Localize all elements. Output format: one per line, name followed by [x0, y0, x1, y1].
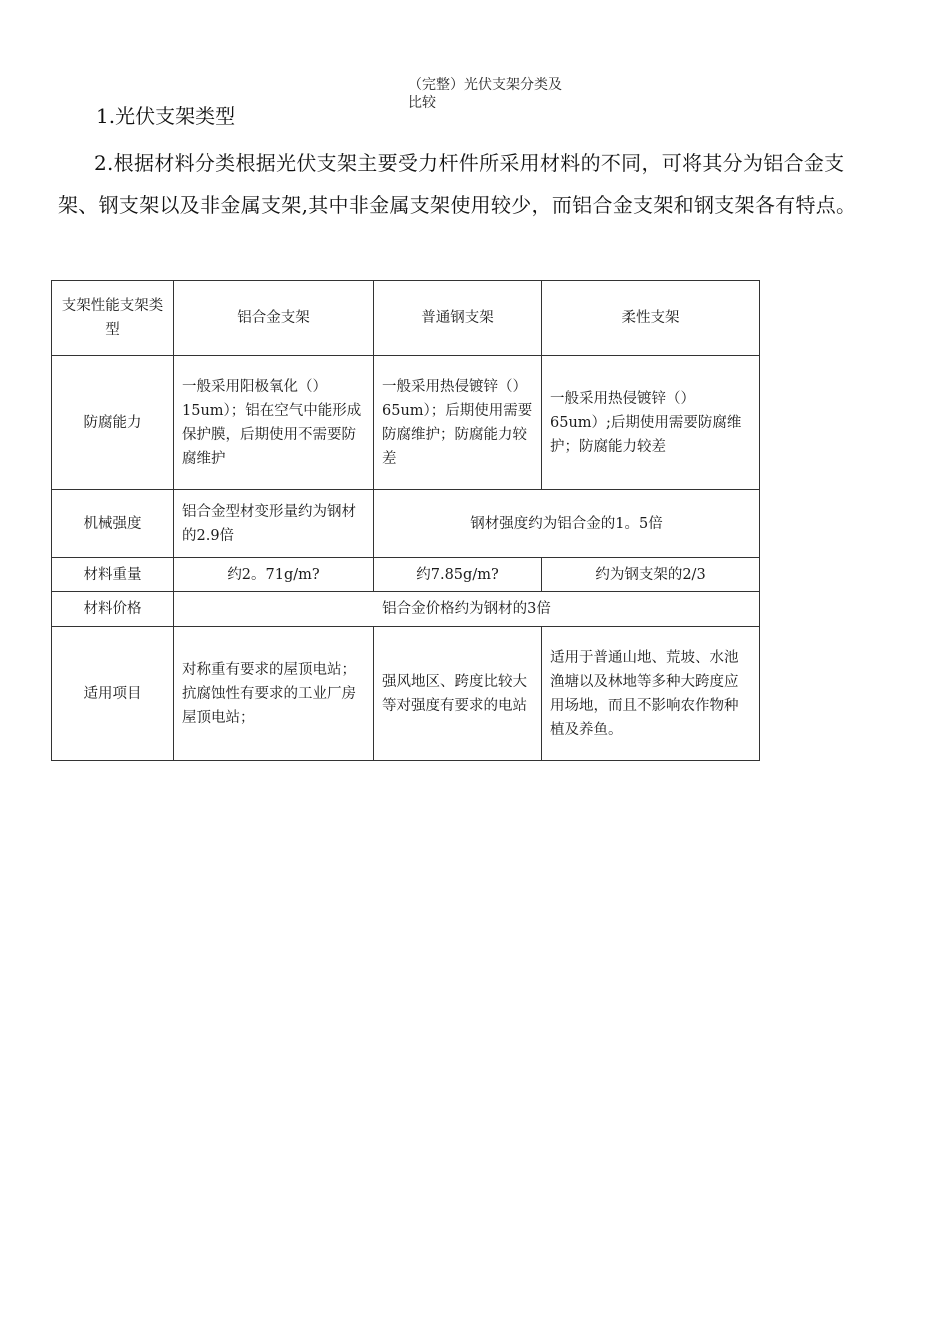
cell-weight-flexible: 约为钢支架的2/3 — [542, 558, 760, 592]
header-cell-aluminum: 铝合金支架 — [174, 281, 374, 356]
header-cell-steel: 普通钢支架 — [374, 281, 542, 356]
row-label-strength: 机械强度 — [52, 490, 174, 558]
header-cell-flexible: 柔性支架 — [542, 281, 760, 356]
table-row-strength — [52, 490, 760, 558]
intro-paragraph: 2.根据材料分类根据光伏支架主要受力杆件所采用材料的不同，可将其分为铝合金支架、钢支架以及非金属支架,其中非金属支架使用较少，而铝合金支架和钢支架各有特点。 — [58, 151, 857, 217]
cell-application-aluminum: 对称重有要求的屋顶电站；抗腐蚀性有要求的工业厂房屋顶电站； — [174, 627, 374, 761]
table-row-price — [52, 592, 760, 627]
cell-weight-steel: 约7.85g/m? — [374, 558, 542, 592]
document-title-line-1: （完整）光伏支架分类及 — [408, 77, 562, 93]
cell-corrosion-steel: 一般采用热侵镀锌（）65um）；后期使用需要防腐维护；防腐能力较差 — [374, 356, 542, 490]
row-label-application: 适用项目 — [52, 627, 174, 761]
cell-application-steel: 强风地区、跨度比较大等对强度有要求的电站 — [374, 627, 542, 761]
comparison-table — [51, 280, 760, 761]
cell-corrosion-aluminum: 一般采用阳极氧化（）15um）；铝在空气中能形成保护膜，后期使用不需要防腐维护 — [174, 356, 374, 490]
header-cell-type: 支架性能支架类型 — [52, 281, 174, 356]
table-row-corrosion — [52, 356, 760, 490]
section-heading: 1.光伏支架类型 — [96, 104, 236, 128]
table-header-row — [52, 281, 760, 356]
cell-corrosion-flexible: 一般采用热侵镀锌（）65um）;后期使用需要防腐维护；防腐能力较差 — [542, 356, 760, 490]
table-row-application — [52, 627, 760, 761]
document-title — [408, 76, 608, 112]
cell-strength-aluminum: 铝合金型材变形量约为钢材的2.9倍 — [174, 490, 374, 558]
row-label-weight: 材料重量 — [52, 558, 174, 592]
row-label-corrosion: 防腐能力 — [52, 356, 174, 490]
table-row-weight — [52, 558, 760, 592]
cell-price-all: 铝合金价格约为钢材的3倍 — [174, 592, 760, 627]
document-title-line-2: 比较 — [408, 95, 436, 111]
cell-strength-steel-flexible: 钢材强度约为铝合金的1。5倍 — [374, 490, 760, 558]
cell-application-flexible: 适用于普通山地、荒坡、水池渔塘以及林地等多种大跨度应用场地，而且不影响农作物种植及养鱼。 — [542, 627, 760, 761]
row-label-price: 材料价格 — [52, 592, 174, 627]
cell-weight-aluminum: 约2。71g/m? — [174, 558, 374, 592]
